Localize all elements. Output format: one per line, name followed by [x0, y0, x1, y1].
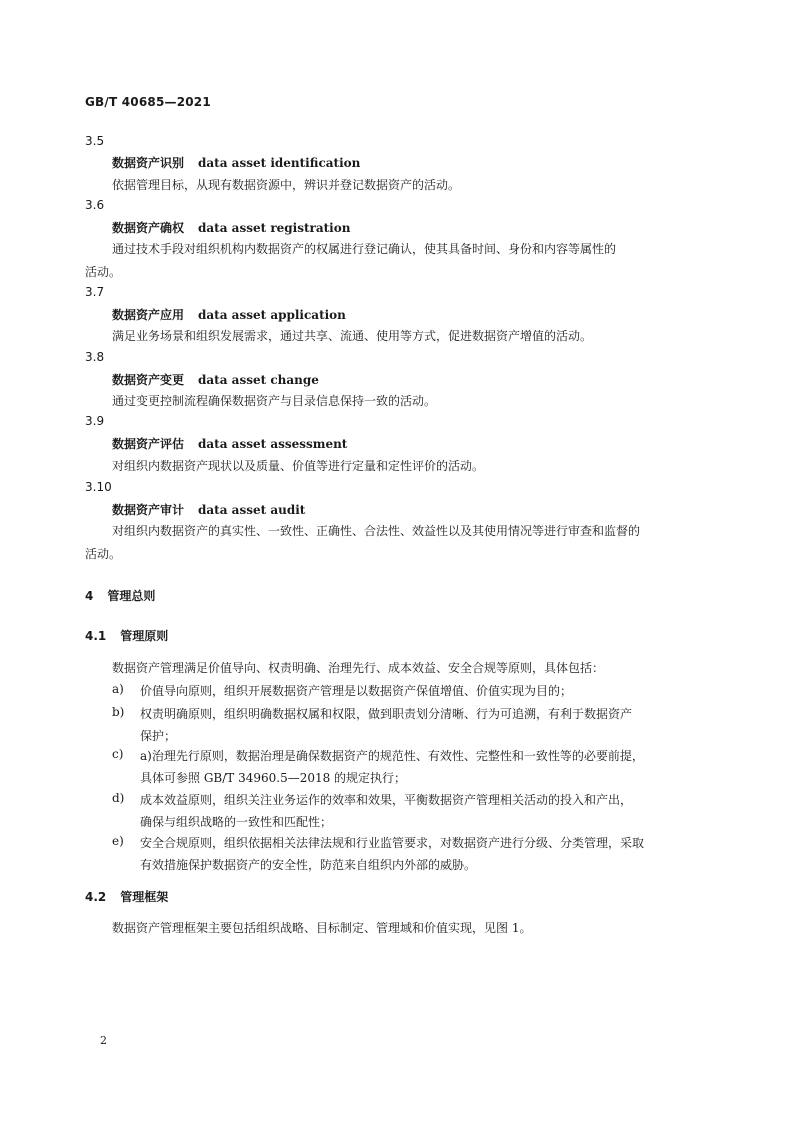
subsection-heading	[85, 888, 168, 905]
list-marker: e)	[112, 834, 124, 848]
term-heading	[112, 154, 360, 171]
paragraph: 数据资产管理框架主要包括组织战略、目标制定、管理域和价值实现，见图 1。	[112, 921, 532, 935]
list-item-text: 价值导向原则，组织开展数据资产管理是以数据资产保值增值、价值实现为目的；	[140, 684, 573, 698]
term-definition-cont: 活动。	[85, 547, 122, 561]
list-item-text-cont: 有效措施保护数据资产的安全性，防范来自组织内外部的威胁。	[140, 858, 477, 872]
term-en: data asset audit	[198, 503, 306, 517]
subsection-number: 4.1	[85, 629, 107, 643]
subsection-title: 管理原则	[120, 629, 169, 643]
list-marker: b)	[112, 705, 125, 719]
term-zh: 数据资产确权	[112, 221, 185, 235]
term-zh: 数据资产审计	[112, 503, 185, 517]
list-item-text-cont: 确保与组织战略的一致性和匹配性；	[140, 815, 333, 829]
term-number: 3.6	[85, 198, 105, 212]
term-en: data asset application	[198, 308, 346, 322]
term-zh: 数据资产识别	[112, 156, 185, 170]
term-definition: 依据管理目标，从现有数据资源中，辨识并登记数据资产的活动。	[112, 178, 461, 192]
term-number: 3.8	[85, 350, 105, 364]
term-number: 3.10	[85, 480, 112, 494]
list-marker: c)	[112, 747, 124, 761]
term-en: data asset change	[198, 373, 319, 387]
subsection-title: 管理框架	[120, 890, 169, 904]
term-heading	[112, 371, 319, 388]
term-definition: 满足业务场景和组织发展需求，通过共享、流通、使用等方式，促进数据资产增值的活动。	[112, 329, 593, 343]
page-number: 2	[100, 1034, 107, 1047]
paragraph: 数据资产管理满足价值导向、权责明确、治理先行、成本效益、安全合规等原则，具体包括：	[112, 661, 605, 675]
term-heading	[112, 435, 347, 452]
term-definition-cont: 活动。	[85, 265, 122, 279]
term-definition: 通过技术手段对组织机构内数据资产的权属进行登记确认，使其具备时间、身份和内容等属性的	[112, 242, 617, 256]
section-title: 管理总则	[107, 589, 156, 603]
term-definition: 对组织内数据资产现状以及质量、价值等进行定量和定性评价的活动。	[112, 459, 485, 473]
term-en: data asset assessment	[198, 437, 348, 451]
subsection-heading	[85, 627, 168, 644]
term-heading	[112, 306, 346, 323]
subsection-number: 4.2	[85, 890, 107, 904]
list-marker: d)	[112, 791, 125, 805]
term-en: data asset identification	[198, 156, 361, 170]
list-marker: a)	[112, 682, 124, 696]
list-item-text: a)治理先行原则，数据治理是确保数据资产的规范性、有效性、完整性和一致性等的必要前提，	[140, 749, 644, 763]
section-number: 4	[85, 589, 94, 603]
term-zh: 数据资产应用	[112, 308, 185, 322]
standard-code: GB/T 40685—2021	[85, 95, 211, 109]
list-item-text: 安全合规原则，组织依据相关法律法规和行业监管要求，对数据资产进行分级、分类管理，采取	[140, 836, 645, 850]
list-item-text: 权责明确原则，组织明确数据权属和权限，做到职责划分清晰、行为可追溯，有利于数据资产	[140, 707, 633, 721]
term-zh: 数据资产变更	[112, 373, 185, 387]
term-definition: 对组织内数据资产的真实性、一致性、正确性、合法性、效益性以及其使用情况等进行审查和监督的	[112, 524, 641, 538]
term-number: 3.5	[85, 134, 105, 148]
term-heading	[112, 219, 350, 236]
term-zh: 数据资产评估	[112, 437, 185, 451]
term-definition: 通过变更控制流程确保数据资产与目录信息保持一致的活动。	[112, 394, 437, 408]
term-en: data asset registration	[198, 221, 351, 235]
list-item-text-cont: 保护；	[140, 729, 177, 743]
list-item-text-cont: 具体可参照 GB/T 34960.5—2018 的规定执行；	[140, 771, 407, 785]
list-item-text: 成本效益原则，组织关注业务运作的效率和效果，平衡数据资产管理相关活动的投入和产出，	[140, 793, 633, 807]
term-number: 3.9	[85, 414, 105, 428]
section-heading	[85, 587, 155, 604]
term-number: 3.7	[85, 285, 105, 299]
term-heading	[112, 501, 305, 518]
